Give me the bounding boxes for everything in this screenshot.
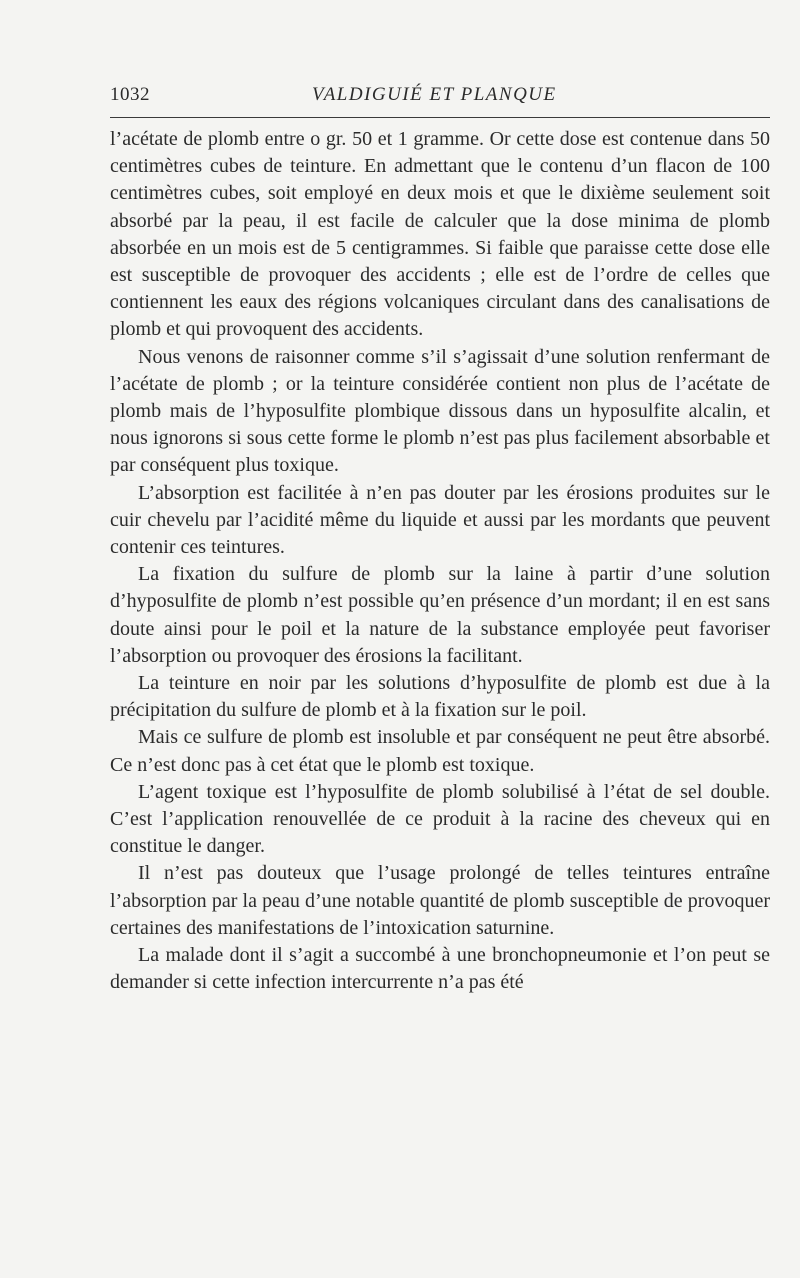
- page-header: [110, 84, 770, 108]
- paragraph-continued: l’acétate de plomb entre o gr. 50 et 1 gramme. Or cette dose est contenue dans 50 centimètres cubes de teinture. En admettant que le contenu d’un flacon de 100 centimètres cubes, soit employé en deux mois et que le dixième seulement soit absorbé par la peau, il est facile de calculer que la dose minima de plomb absorbée en un mois est de 5 centigrammes. Si faible que paraisse cette dose elle est susceptible de provoquer des accidents ; elle est de l’ordre de celles que contiennent les eaux des régions volcaniques circulant dans des canalisations de plomb et qui provoquent des accidents.: [110, 128, 770, 341]
- paragraph: La fixation du sulfure de plomb sur la laine à partir d’une solution d’hyposulfite de plomb n’est possible qu’en présence d’un mordant; il en est sans doute ainsi pour le poil et la nature de la substance employée peut favoriser l’absorption ou provoquer des érosions la facilitant.: [110, 563, 770, 667]
- paragraph: L’agent toxique est l’hyposulfite de plomb solubilisé à l’état de sel double. C’est l’application renouvellée de ce produit à la racine des cheveux qui en constitue le danger.: [110, 780, 770, 858]
- page-number: 1032: [110, 84, 150, 105]
- body-text: [110, 126, 770, 997]
- paragraph: L’absorption est facilitée à n’en pas douter par les érosions produites sur le cuir chevelu par l’acidité même du liquide et aussi par les mordants que peuvent contenir ces teintures.: [110, 481, 770, 559]
- header-rule: [110, 117, 770, 118]
- running-title: VALDIGUIÉ ET PLANQUE: [312, 84, 557, 105]
- paragraph: La malade dont il s’agit a succombé à une bronchopneumonie et l’on peut se demander si cette infection intercurrente n’a pas été: [110, 944, 770, 994]
- paragraph: Mais ce sulfure de plomb est insoluble et par conséquent ne peut être absorbé. Ce n’est donc pas à cet état que le plomb est toxique.: [110, 726, 770, 776]
- paragraph: La teinture en noir par les solutions d’hyposulfite de plomb est due à la précipitation du sulfure de plomb et à la fixation sur le poil.: [110, 672, 770, 722]
- paragraph: Il n’est pas douteux que l’usage prolongé de telles teintures entraîne l’absorption par la peau d’une notable quantité de plomb susceptible de provoquer certaines des manifestations de l’intoxication saturnine.: [110, 862, 770, 939]
- paragraph: Nous venons de raisonner comme s’il s’agissait d’une solution renfermant de l’acétate de plomb ; or la teinture considérée contient non plus de l’acétate de plomb mais de l’hyposulfite plombique dissous dans un hyposulfite alcalin, et nous ignorons si sous cette forme le plomb n’est pas plus facilement absorbable et par conséquent plus toxique.: [110, 345, 770, 477]
